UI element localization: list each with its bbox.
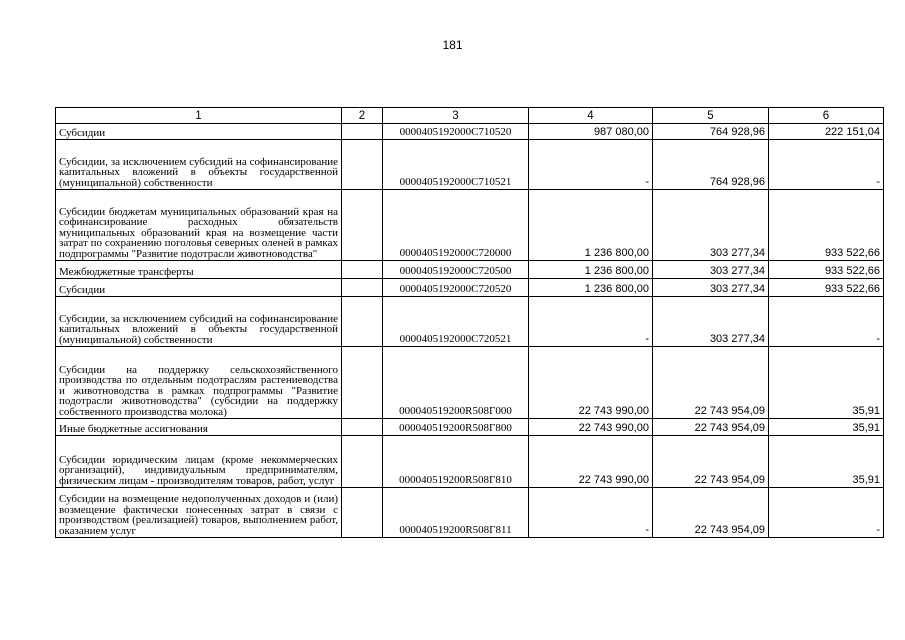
row-name-cell: Субсидии юридическим лицам (кроме некоммерческих организаций), индивидуальным предпринимателям, физическим лицам - производителям товаров, работ, услуг bbox=[56, 436, 342, 488]
row-remainder-cell: - bbox=[769, 488, 884, 538]
table-row bbox=[56, 261, 884, 279]
row-col2-cell bbox=[342, 347, 383, 419]
row-planned-cell: 987 080,00 bbox=[529, 124, 653, 140]
row-planned-cell: 1 236 800,00 bbox=[529, 190, 653, 261]
row-remainder-cell: 933 522,66 bbox=[769, 279, 884, 297]
row-planned-cell: - bbox=[529, 488, 653, 538]
table-row bbox=[56, 279, 884, 297]
row-code-cell: 000040519200R508Г800 bbox=[383, 419, 529, 436]
row-remainder-cell: - bbox=[769, 140, 884, 190]
table-row bbox=[56, 436, 884, 488]
header-col-6: 6 bbox=[769, 108, 884, 124]
row-planned-cell: - bbox=[529, 297, 653, 347]
row-col2-cell bbox=[342, 140, 383, 190]
row-col2-cell bbox=[342, 190, 383, 261]
row-remainder-cell: - bbox=[769, 297, 884, 347]
row-planned-cell: 1 236 800,00 bbox=[529, 261, 653, 279]
row-remainder-cell: 222 151,04 bbox=[769, 124, 884, 140]
row-code-cell: 000040519200R508Г000 bbox=[383, 347, 529, 419]
row-name-cell: Иные бюджетные ассигнования bbox=[56, 419, 342, 436]
row-executed-cell: 764 928,96 bbox=[653, 124, 769, 140]
row-code-cell: 0000405192000С720500 bbox=[383, 261, 529, 279]
row-planned-cell: 1 236 800,00 bbox=[529, 279, 653, 297]
row-col2-cell bbox=[342, 297, 383, 347]
row-name-cell: Субсидии на возмещение недополученных доходов и (или) возмещение фактически понесенных затрат в связи с производством (реализацией) товаров, выполнением работ, оказанием услуг bbox=[56, 488, 342, 538]
row-executed-cell: 22 743 954,09 bbox=[653, 488, 769, 538]
row-name-cell: Субсидии bbox=[56, 279, 342, 297]
table-row bbox=[56, 488, 884, 538]
table-row bbox=[56, 297, 884, 347]
row-col2-cell bbox=[342, 124, 383, 140]
row-code-cell: 000040519200R508Г811 bbox=[383, 488, 529, 538]
row-planned-cell: 22 743 990,00 bbox=[529, 436, 653, 488]
row-executed-cell: 22 743 954,09 bbox=[653, 436, 769, 488]
row-code-cell: 0000405192000С710521 bbox=[383, 140, 529, 190]
table-row bbox=[56, 124, 884, 140]
table-header-row bbox=[56, 108, 884, 124]
row-code-cell: 000040519200R508Г810 bbox=[383, 436, 529, 488]
header-col-4: 4 bbox=[529, 108, 653, 124]
row-executed-cell: 303 277,34 bbox=[653, 190, 769, 261]
row-name-cell: Субсидии бюджетам муниципальных образований края на софинансирование расходных обязательств муниципальных образований края на возмещение части затрат по сохранению поголовья северных оленей в рамках подпрограммы "Развитие подотрасли животноводства" bbox=[56, 190, 342, 261]
row-planned-cell: - bbox=[529, 140, 653, 190]
table-row bbox=[56, 140, 884, 190]
header-col-5: 5 bbox=[653, 108, 769, 124]
row-executed-cell: 303 277,34 bbox=[653, 279, 769, 297]
row-remainder-cell: 933 522,66 bbox=[769, 190, 884, 261]
row-remainder-cell: 933 522,66 bbox=[769, 261, 884, 279]
row-planned-cell: 22 743 990,00 bbox=[529, 419, 653, 436]
row-col2-cell bbox=[342, 279, 383, 297]
row-remainder-cell: 35,91 bbox=[769, 436, 884, 488]
row-executed-cell: 303 277,34 bbox=[653, 297, 769, 347]
row-name-cell: Субсидии, за исключением субсидий на софинансирование капитальных вложений в объекты государственной (муниципальной) собственности bbox=[56, 140, 342, 190]
row-code-cell: 0000405192000С720520 bbox=[383, 279, 529, 297]
row-executed-cell: 22 743 954,09 bbox=[653, 419, 769, 436]
row-col2-cell bbox=[342, 261, 383, 279]
row-col2-cell bbox=[342, 436, 383, 488]
header-col-3: 3 bbox=[383, 108, 529, 124]
row-code-cell: 0000405192000С710520 bbox=[383, 124, 529, 140]
row-col2-cell bbox=[342, 488, 383, 538]
row-planned-cell: 22 743 990,00 bbox=[529, 347, 653, 419]
row-name-cell: Субсидии на поддержку сельскохозяйственного производства по отдельным подотраслям растениеводства и животноводства в рамках подпрограммы "Развитие подотрасли животноводства" (субсидии на поддержку собственного производства молока) bbox=[56, 347, 342, 419]
page-number: 181 bbox=[442, 38, 463, 52]
header-col-1: 1 bbox=[56, 108, 342, 124]
row-executed-cell: 22 743 954,09 bbox=[653, 347, 769, 419]
row-code-cell: 0000405192000С720000 bbox=[383, 190, 529, 261]
row-remainder-cell: 35,91 bbox=[769, 347, 884, 419]
row-name-cell: Субсидии, за исключением субсидий на софинансирование капитальных вложений в объекты государственной (муниципальной) собственности bbox=[56, 297, 342, 347]
header-col-2: 2 bbox=[342, 108, 383, 124]
table-row bbox=[56, 419, 884, 436]
table-row bbox=[56, 190, 884, 261]
row-executed-cell: 303 277,34 bbox=[653, 261, 769, 279]
row-code-cell: 0000405192000С720521 bbox=[383, 297, 529, 347]
row-name-cell: Субсидии bbox=[56, 124, 342, 140]
table-row bbox=[56, 347, 884, 419]
row-col2-cell bbox=[342, 419, 383, 436]
row-remainder-cell: 35,91 bbox=[769, 419, 884, 436]
row-name-cell: Межбюджетные трансферты bbox=[56, 261, 342, 279]
budget-report-table bbox=[55, 107, 884, 538]
row-executed-cell: 764 928,96 bbox=[653, 140, 769, 190]
